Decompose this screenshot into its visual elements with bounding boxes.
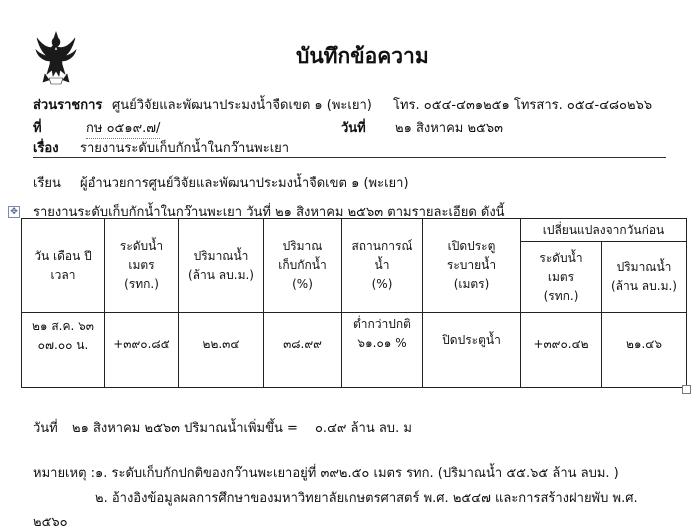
cell-status: ต่ำกว่าปกติ ๖๑.๐๑ %: [342, 313, 423, 388]
summary-text: ๒๑ สิงหาคม ๒๕๖๓ ปริมาณน้ำเพิ่มขึ้น =: [72, 421, 298, 436]
date-value: ๒๑ สิงหาคม ๒๕๖๓: [395, 121, 504, 136]
dept-label: ส่วนราชการ: [33, 98, 103, 113]
header-change-level: ระดับน้ำ เมตร (รทก.): [521, 242, 602, 313]
note-2: ๒. อ้างอิงข้อมูลผลการศึกษาของมหาวิทยาลัยเกษตรศาสตร์ พ.ศ. ๒๕๔๗ และการสร้างฝายพับ พ.ศ.: [95, 491, 638, 506]
notes-label: หมายเหตุ :: [33, 466, 96, 481]
intro-text: รายงานระดับเก็บกักน้ำในกว๊านพะเยา วันที่ ๒๑ สิงหาคม ๒๕๖๓ ตามรายละเอียด ดังนี้: [33, 205, 505, 220]
cell-percent: ๓๘.๙๙: [264, 313, 342, 388]
subject-divider: [33, 157, 666, 158]
tel-fax: โทร. ๐๕๔-๔๓๑๒๕๑ โทรสาร. ๐๕๔-๔๘๐๒๖๖: [393, 98, 653, 113]
header-date-time: วัน เดือน ปี เวลา: [22, 219, 105, 313]
dept-value: ศูนย์วิจัยและพัฒนาประมงน้ำจืดเขต ๑ (พะเยา): [112, 98, 372, 113]
table-row: [22, 313, 687, 388]
header-change-group: เปลี่ยนแปลงจากวันก่อน: [521, 219, 687, 242]
table-move-handle-icon[interactable]: ✥: [8, 206, 20, 218]
summary-label: วันที่: [33, 421, 58, 436]
header-gate: เปิดประตู ระบายน้ำ (เมตร): [423, 219, 521, 313]
note-2-continued: ๒๕๖๐: [33, 515, 68, 530]
cell-volume: ๒๒.๓๔: [179, 313, 264, 388]
cell-date-time: ๒๑ ส.ค. ๖๓ ๐๗.๐๐ น.: [22, 313, 105, 388]
summary-value: ๐.๔๙ ล้าน ลบ. ม: [315, 421, 412, 436]
subject-label: เรื่อง: [33, 141, 59, 156]
garuda-emblem: [33, 30, 79, 86]
header-storage-percent: ปริมาณ เก็บกักน้ำ (%): [264, 219, 342, 313]
to-label: เรียน: [33, 176, 61, 191]
header-change-volume: ปริมาณน้ำ (ล้าน ลบ.ม.): [602, 242, 687, 313]
ref-value: กษ ๐๕๑๙.๗/: [86, 117, 160, 139]
ref-label: ที่: [33, 121, 42, 136]
header-water-status: สถานการณ์ น้ำ (%): [342, 219, 423, 313]
to-value: ผู้อำนวยการศูนย์วิจัยและพัฒนาประมงน้ำจืดเขต ๑ (พะเยา): [80, 176, 409, 191]
header-level: ระดับน้ำ เมตร (รทก.): [105, 219, 179, 313]
date-label: วันที่: [341, 121, 366, 136]
cell-change-volume: ๒๑.๔๖: [602, 313, 687, 388]
note-1: ๑. ระดับเก็บกักปกติของกว๊านพะเยาอยู่ที่ ๓๙๒.๕๐ เมตร รทก. (ปริมาณน้ำ ๕๕.๖๕ ล้าน ลบม. ): [95, 466, 619, 481]
cell-level: +๓๙๐.๘๕: [105, 313, 179, 388]
cell-change-level: +๓๙๐.๔๒: [521, 313, 602, 388]
header-volume: ปริมาณน้ำ (ล้าน ลบ.ม.): [179, 219, 264, 313]
memo-title: บันทึกข้อความ: [296, 43, 429, 68]
table-resize-handle[interactable]: [682, 385, 691, 394]
subject-value: รายงานระดับเก็บกักน้ำในกว๊านพะเยา: [80, 141, 290, 156]
water-level-table: [21, 218, 687, 388]
cell-gate: ปิดประตูน้ำ: [423, 313, 521, 388]
